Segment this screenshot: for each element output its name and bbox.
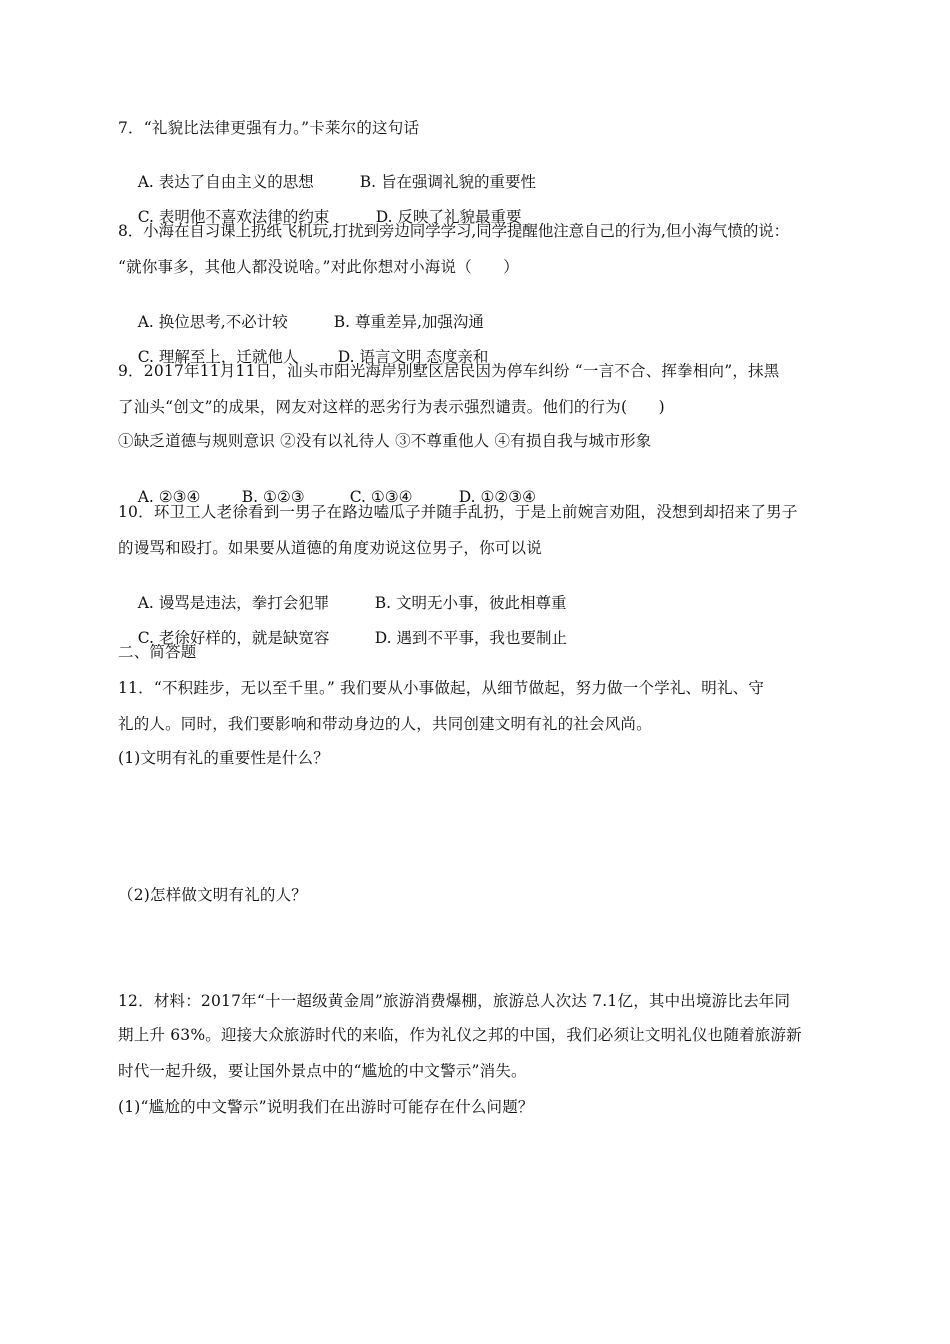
q11-sub2: （2)怎样做文明有礼的人？	[118, 886, 308, 904]
q7-option-c: C. 表明他不喜欢法律的约束	[137, 208, 330, 226]
q10-stem-line1: 10．环卫工人老徐看到一男子在路边嗑瓜子并随手乱扔，于是上前婉言劝阻，没想到却招来了男子	[118, 503, 798, 521]
q8-option-c: C. 理解至上，迁就他人	[137, 348, 299, 366]
q9-stem-line2: 了汕头“创文”的成果，网友对这样的恶劣行为表示强烈谴责。他们的行为( )	[118, 398, 665, 416]
q10-option-b: B. 文明无小事，彼此相尊重	[374, 594, 567, 612]
q7-stem: 7．“礼貌比法律更强有力。”卡莱尔的这句话	[118, 119, 420, 137]
q12-line3: 时代一起升级，要让国外景点中的“尴尬的中文警示”消失。	[118, 1062, 527, 1080]
q11-sub1: (1)文明有礼的重要性是什么？	[118, 749, 329, 767]
q10-option-c: C. 老徐好样的，就是缺宽容	[137, 629, 330, 647]
q8-stem-line2: “就你事多，其他人都没说啥。”对此你想对小海说（ ）	[118, 258, 519, 276]
q8-option-d: D. 语言文明 态度亲和	[337, 348, 489, 366]
q11-line2: 礼的人。同时，我们要影响和带动身边的人，共同创建文明有礼的社会风尚。	[118, 715, 652, 733]
q7-option-a: A. 表达了自由主义的思想	[137, 173, 314, 191]
q10-option-d: D. 遇到不平事，我也要制止	[374, 629, 567, 647]
q9-stem-line3: ①缺乏道德与规则意识 ②没有以礼待人 ③不尊重他人 ④有损自我与城市形象	[118, 432, 652, 450]
q12-line2: 期上升 63%。迎接大众旅游时代的来临，作为礼仪之邦的中国，我们必须让文明礼仪也随着旅游新	[118, 1026, 802, 1044]
q9-option-a: A. ②③④	[137, 488, 201, 506]
q10-option-a: A. 谩骂是违法，拳打会犯罪	[137, 594, 330, 612]
q8-option-b: B. 尊重差异,加强沟通	[333, 313, 484, 331]
q12-sub1: (1)“尴尬的中文警示”说明我们在出游时可能存在什么问题？	[118, 1098, 534, 1116]
section2-heading: 二、简答题	[118, 643, 197, 661]
q9-option-b: B. ①②③	[241, 488, 305, 506]
q9-option-c: C. ①③④	[349, 488, 413, 506]
q12-line1: 12．材料：2017年“十一超级黄金周”旅游消费爆棚，旅游总人次达 7.1亿，其中出境游比去年同	[118, 992, 791, 1010]
q10-stem-line2: 的谩骂和殴打。如果要从道德的角度劝说这位男子，你可以说	[118, 539, 542, 557]
q11-line1: 11．“不积跬步，无以至千里。” 我们要从小事做起，从细节做起，努力做一个学礼、明礼、守	[118, 679, 765, 697]
q8-option-a: A. 换位思考,不必计较	[137, 313, 288, 331]
q9-stem-line1: 9．2017年11月11日，汕头市阳光海岸别墅区居民因为停车纠纷 “一言不合、挥拳相向”，抹黑	[118, 362, 780, 380]
q9-option-d: D. ①②③④	[458, 488, 537, 506]
q7-option-b: B. 旨在强调礼貌的重要性	[359, 173, 536, 191]
q7-option-d: D. 反映了礼貌最重要	[375, 208, 522, 226]
q8-stem-line1: 8．小海在自习课上扔纸飞机玩,打扰到旁边同学学习,同学提醒他注意自己的行为,但小海气愤的说：	[118, 222, 790, 240]
